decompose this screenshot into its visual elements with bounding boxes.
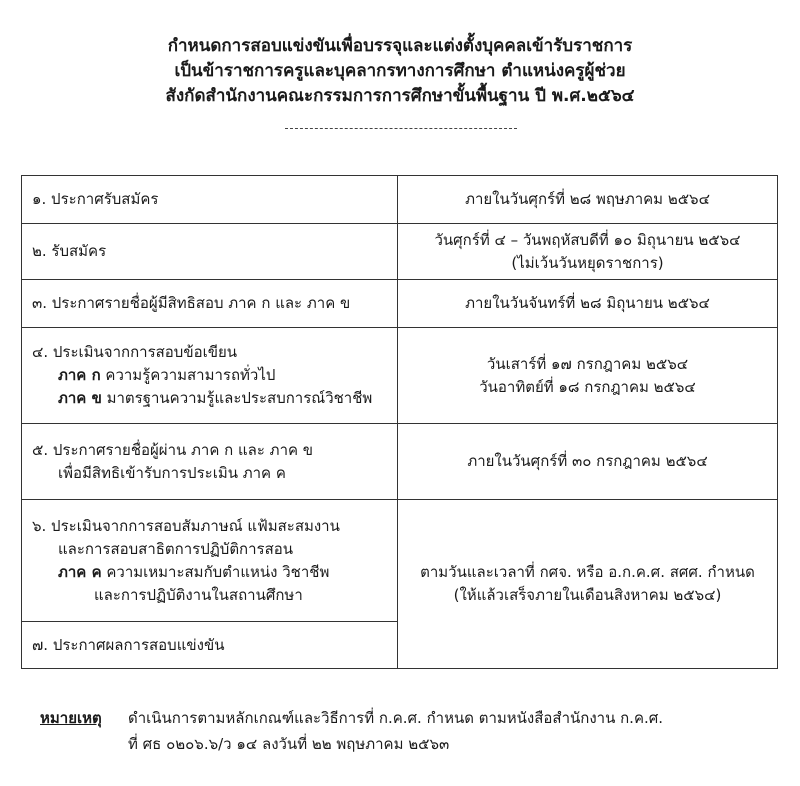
sub-item	[32, 364, 387, 387]
date-text: ภายในวันจันทร์ที่ ๒๘ มิถุนายน ๒๕๖๔	[465, 294, 710, 312]
note-label: หมายเหตุ	[40, 709, 102, 727]
table-row	[22, 176, 778, 224]
item-text: ๖. ประเมินจากการสอบสัมภาษณ์ แฟ้มสะสมงาน	[32, 516, 340, 535]
table-row	[22, 224, 778, 280]
table-row	[22, 424, 778, 500]
item-cell	[22, 424, 398, 500]
sub-item	[32, 387, 387, 410]
item-text: และการปฏิบัติงานในสถานศึกษา	[94, 585, 303, 604]
item-text: ๕. ประกาศรายชื่อผู้ผ่าน ภาค ก และ ภาค ข	[32, 440, 314, 459]
part-label: ภาค ค	[58, 562, 102, 581]
date-text: (ไม่เว้นวันหยุดราชการ)	[511, 253, 664, 272]
table-row	[22, 328, 778, 424]
part-text: ความเหมาะสมกับตำแหน่ง วิชาชีพ	[101, 562, 330, 581]
date-text: วันศุกร์ที่ ๔ – วันพฤหัสบดีที่ ๑๐ มิถุนายน ๒๕๖๔	[434, 230, 741, 249]
title-line-2: เป็นข้าราชการครูและบุคลากรทางการศึกษา ตำแหน่งครูผู้ช่วย	[174, 61, 626, 81]
item-text: ๓. ประกาศรายชื่อผู้มีสิทธิสอบ ภาค ก และ ภาค ข	[32, 294, 351, 312]
item-text: ๑. ประกาศรับสมัคร	[32, 190, 159, 208]
date-cell	[398, 224, 778, 280]
item-cell	[22, 176, 398, 224]
table-row	[22, 280, 778, 328]
item-cell	[22, 224, 398, 280]
date-cell	[398, 500, 778, 669]
item-text: และการสอบสาธิตการปฏิบัติการสอน	[58, 539, 294, 558]
part-text: ความรู้ความสามารถทั่วไป	[100, 366, 276, 384]
sub-item	[32, 561, 387, 584]
title-divider	[285, 128, 517, 129]
note-line: ดำเนินการตามหลักเกณฑ์และวิธีการที่ ก.ค.ศ. กำหนด ตามหนังสือสำนักงาน ก.ค.ศ.	[128, 709, 664, 727]
date-cell	[398, 176, 778, 224]
item-cell	[22, 280, 398, 328]
title-line-1: กำหนดการสอบแข่งขันเพื่อบรรจุและแต่งตั้งบุคคลเข้ารับราชการ	[167, 36, 633, 56]
part-label: ภาค ข	[58, 389, 102, 407]
item-text: ๔. ประเมินจากการสอบข้อเขียน	[32, 343, 238, 361]
item-cell	[22, 328, 398, 424]
document-title	[0, 34, 800, 109]
note-text	[128, 705, 663, 757]
date-cell	[398, 424, 778, 500]
table-row	[22, 500, 778, 622]
date-text: วันเสาร์ที่ ๑๗ กรกฎาคม ๒๕๖๔	[486, 354, 689, 373]
note-line: ที่ ศธ ๐๒๐๖.๖/ว ๑๔ ลงวันที่ ๒๒ พฤษภาคม ๒๕๖๓	[128, 735, 450, 753]
item-text: ๒. รับสมัคร	[32, 242, 107, 260]
date-cell	[398, 280, 778, 328]
date-cell	[398, 328, 778, 424]
date-text: ภายในวันศุกร์ที่ ๒๘ พฤษภาคม ๒๕๖๔	[465, 190, 710, 208]
item-text: ๗. ประกาศผลการสอบแข่งขัน	[32, 635, 225, 654]
schedule-table	[21, 175, 778, 669]
date-text: ตามวันและเวลาที่ กศจ. หรือ อ.ก.ค.ศ. สศศ. กำหนด	[420, 563, 755, 581]
item-cell	[22, 500, 398, 622]
title-line-3: สังกัดสำนักงานคณะกรรมการการศึกษาขั้นพื้นฐาน ปี พ.ศ.๒๕๖๔	[165, 86, 635, 106]
part-text: มาตรฐานความรู้และประสบการณ์วิชาชีพ	[101, 389, 373, 407]
date-text: (ให้แล้วเสร็จภายในเดือนสิงหาคม ๒๕๖๔)	[453, 586, 722, 604]
item-cell	[22, 622, 398, 669]
part-label: ภาค ก	[58, 366, 101, 384]
date-text: วันอาทิตย์ที่ ๑๘ กรกฎาคม ๒๕๖๔	[479, 377, 696, 396]
item-text: เพื่อมีสิทธิเข้ารับการประเมิน ภาค ค	[58, 463, 286, 482]
date-text: ภายในวันศุกร์ที่ ๓๐ กรกฎาคม ๒๕๖๔	[467, 452, 708, 470]
